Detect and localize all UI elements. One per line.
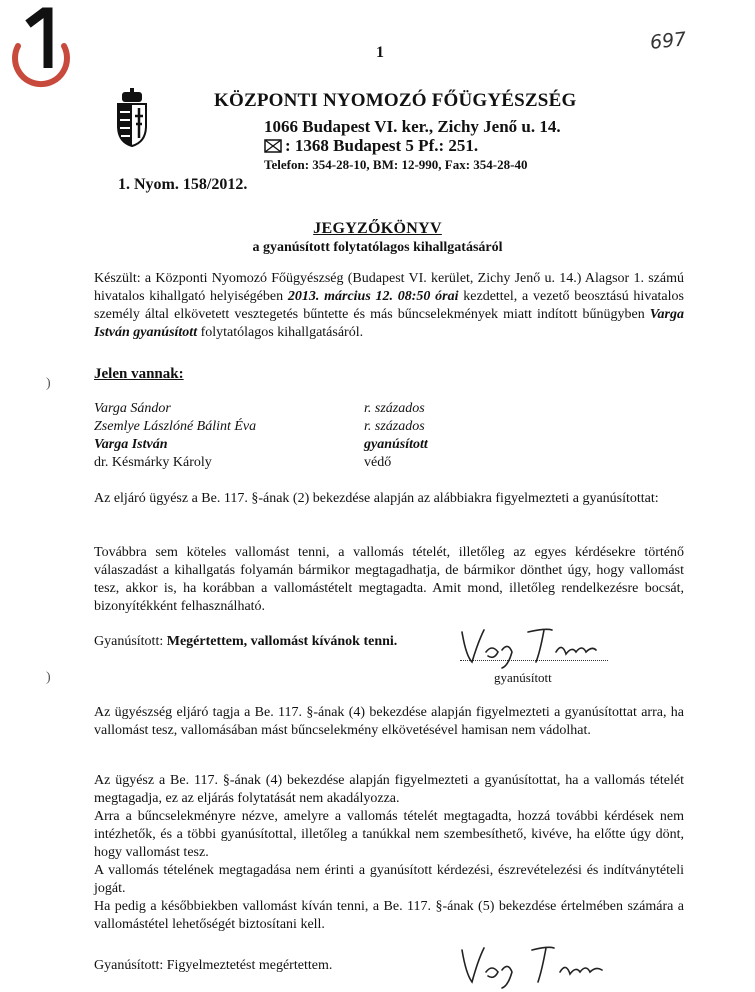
warning-paragraph-4: Arra a bűncselekményre nézve, amelyre a vallomás tételét megtagadta, hozzá további kérdések nem intézhetők, és a többi gyanúsítottal, illetőleg a tanúkkal nem szembesíthető, kivéve, ha előtte úgy dönt, hogy vallomást tesz.: [94, 809, 684, 860]
margin-mark: ): [46, 670, 51, 685]
hungarian-coat-of-arms-icon: [114, 88, 150, 148]
hearing-date: 2013. március 12. 08:50 órai: [287, 289, 459, 304]
document-title: JEGYZŐKÖNYV: [313, 220, 442, 237]
intro-text-2: kezdettel, a vezető beosztású hivatalos személy által elkövetett vesztegetés bűntette és más bűncselekmények miatt indított bűnügyben: [94, 289, 684, 322]
suspect-name: Varga István gyanúsított: [94, 307, 684, 340]
present-role: r. százados: [364, 401, 425, 416]
present-name: Varga Sándor: [94, 401, 171, 416]
suspect-signature-2: [456, 942, 616, 990]
warning-paragraph-1: Az eljáró ügyész a Be. 117. §-ának (2) bekezdése alapján az alábbiakra figyelmezteti a gyanúsítottat:: [94, 491, 659, 506]
suspect-statement-2: Gyanúsított: Figyelmeztetést megértettem.: [94, 958, 333, 973]
present-name: Zsemlye Lászlóné Bálint Éva: [94, 419, 257, 434]
numbered-circle-stamp-icon: [6, 6, 76, 90]
postal-address: [264, 136, 478, 156]
page-number: 1: [376, 44, 384, 61]
envelope-icon: [264, 139, 282, 153]
warning-paragraph-2: Az ügyészség eljáró tagja a Be. 117. §-ának (4) bekezdése alapján figyelmezteti a gyanúsítottat arra, ha vallomást tesz, vallomásában mást bűncselekmény elkövetésével hamisan nem vádolhat.: [94, 705, 684, 738]
warning-paragraph-3: Az ügyész a Be. 117. §-ának (4) bekezdése alapján figyelmezteti a gyanúsítottat, ha a vallomás tételét megtagadja, ez az eljárás folytatását nem akadályozza.: [94, 773, 684, 806]
present-row: [94, 400, 484, 418]
present-row: [94, 436, 484, 454]
present-name: Varga István: [94, 437, 168, 452]
institution-address: 1066 Budapest VI. ker., Zichy Jenő u. 14.: [264, 117, 561, 136]
intro-paragraph: [94, 270, 684, 342]
present-heading: Jelen vannak:: [94, 366, 184, 382]
signature-line: [460, 660, 608, 661]
institution-name: KÖZPONTI NYOMOZÓ FŐÜGYÉSZSÉG: [214, 90, 577, 111]
margin-mark: ): [46, 376, 51, 391]
postal-address-text: : 1368 Budapest 5 Pf.: 251.: [285, 136, 479, 155]
present-name: dr. Késmárky Károly: [94, 455, 212, 470]
intro-text-1: Készült: a Központi Nyomozó Főügyészség (Budapest VI. kerület, Zichy Jenő u. 14.) Alagsor 1. számú hivatalos kihallgató helyiségében: [94, 271, 684, 304]
suspect-label: Gyanúsított:: [94, 634, 167, 649]
reference-number: 1. Nyom. 158/2012.: [118, 176, 248, 193]
present-role: r. százados: [364, 419, 425, 434]
intro-text-3: folytatólagos kihallgatásáról.: [197, 325, 364, 340]
suspect-signature-1: [456, 622, 616, 672]
present-row: [94, 454, 484, 472]
present-row: [94, 418, 484, 436]
document-subtitle: a gyanúsított folytatólagos kihallgatásáról: [252, 240, 503, 255]
suspect-statement-text: Megértettem, vallomást kívánok tenni.: [166, 634, 398, 649]
rights-paragraph: Továbbra sem köteles vallomást tenni, a vallomás tételét, illetőleg az egyes kérdésekre történő válaszadást a kihallgatás folyamán bármikor megtagadhatja, de bármikor dönthet úgy, hogy vallomást tesz, akkor is, ha korábban a vallomástételt megtagadta. Amit mond, illetőleg rendelkezésre bocsát, bizonyítékként felhasználható.: [94, 545, 684, 614]
warning-paragraph-6: Ha pedig a későbbiekben vallomást kíván tenni, a Be. 117. §-ának (5) bekezdése értelmében számára a vallomástétel lehetőségét biztosítani kell.: [94, 899, 684, 932]
present-list: [94, 400, 484, 472]
present-role: gyanúsított: [364, 437, 428, 452]
suspect-statement-1: [94, 634, 397, 650]
phone-numbers: Telefon: 354-28-10, BM: 12-990, Fax: 354-28-40: [264, 157, 528, 172]
signature-caption: gyanúsított: [494, 670, 552, 685]
present-role: védő: [364, 455, 392, 470]
handwritten-page-number: 697: [648, 28, 688, 54]
warning-paragraph-5: A vallomás tételének megtagadása nem érinti a gyanúsított kérdezési, észrevételezési és indítványtételi jogát.: [94, 863, 684, 896]
